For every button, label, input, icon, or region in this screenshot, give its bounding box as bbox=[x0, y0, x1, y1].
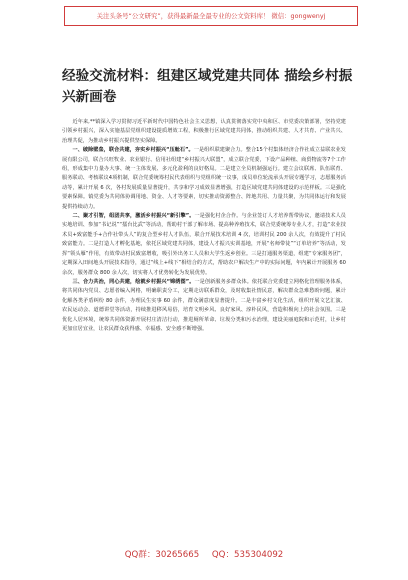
paragraph-section-1 bbox=[62, 146, 346, 212]
contact-footer bbox=[0, 548, 408, 560]
paragraph-text: 近年来,**镇深入学习贯彻习近平新时代中国特色社会主义思想，认真贯彻落实党中央和区、市党委决策部署，坚持党建引领乡村振兴，深入实施基层党组织建设提质增效工程，积极推行区域党建共同体，推动组织共建、人才共育、产业共兴、治理共促，为推动乡村振兴提供坚实保障。 bbox=[62, 119, 346, 144]
qq-contact-number: QQ：535304092 bbox=[211, 550, 284, 560]
paragraph-text: 一是强化村企合作。与企业签订人才培养帮带协议，邀请技术人员实地培训、参加“书记说”“擂台比武”等活动，帮助村干部了解市场、提高种养殖技术，联合党委统筹专业人才，打造“农业技术员+致富能手+合作社带头人”的复合型乡村人才队伍，联合开展技术培训 4 次，培训村民 200 余人次，有效提升了村民致富能力。二是打造人才孵化基地，依托区域党建共同体，建设人才振兴实训基地，开展“名师带徒”“订单培养”等活动，发挥“领头雁”作用，有效带动村民致富增收，吸引外出务工人员和大学生返乡创业。三是打通服务渠道，组建“专家服务团”，定期深入田间地头开展技术指导，通过“线上+线下”相结合的方式，帮助农户解决生产中的实际问题，年内累计开展服务 60 余次，服务群众 800 余人次，切实将人才优势转化为发展优势。 bbox=[62, 213, 346, 276]
paragraph-intro bbox=[62, 118, 346, 146]
paragraph-heading: 二、聚才引智，组团共享，激活乡村振兴“新引擎”。 bbox=[72, 213, 195, 220]
paragraph-text: 一是组织联建聚合力。整合15个村集体经济合作社成立益联农业发展有限公司，联合兴旺牧业、农业银行、信用社组建“乡村振兴大联盟”，成立联合党委，下设产品种植、商贸物流等7个工作组，形成集中力量办大事、统一主体发展、多元化盈利的良好格局。二是建立全员机制强运行。建立会议联席、队伍联育、服务联动、考核联议4项机制，联合党委统筹村民代表组织与党组织统一议事，成员单位轮流承头开展专题学习，志愿服务活动等，累计开展 6 次，各村发展质量显著提升，共享和学习成效显著增强，打造区域党建共同体建设的示范样板。三是强化要素保障。镇党委为共同体协调用地、资金、人才等要素，切实推动资源整合、阵地共用、力量共聚，为共同体运行和发展提供持续动力。 bbox=[62, 147, 346, 210]
qq-group-number: QQ群：30265665 bbox=[124, 550, 200, 560]
paragraph-section-3 bbox=[62, 278, 346, 334]
document-body bbox=[62, 118, 346, 544]
document-title: 经验交流材料：组建区域党建共同体 描绘乡村振兴新画卷 bbox=[62, 68, 353, 105]
paragraph-section-2 bbox=[62, 212, 346, 278]
paragraph-heading: 一、破除壁垒，联合共建，夯实乡村振兴“压舱石”。 bbox=[72, 147, 194, 154]
paragraph-text: 一是创新服务多群众体。依托联合党委建立网格化管理服务体系，将共同体内党员、志愿者编入网格，明确职责分工，定期走访联系群众，及时收集社情民意，解决群众急难愁盼问题，累计化解各类矛盾纠纷 80 余件，办理民生实事 60 余件，群众满意度显著提升。二是丰富乡村文化生活，组织开展文艺汇演、农民运动会、道德讲堂等活动，持续推进移风易俗，培育文明乡风、良好家风、淳朴民风，营造积极向上的社会氛围。三是优化人居环境，统筹共同体资源开展村庄清洁行动，推进厕所革命、垃圾分类和污水治理，建设美丽庭院和示范村，让乡村更加宜居宜业，让农民群众获得感、幸福感、安全感不断增强。 bbox=[62, 278, 346, 332]
promo-banner: 关注头条号“公文研究”，获得最新最全最专业的公文资料库！ 微信：gongwenyj bbox=[64, 6, 358, 26]
paragraph-heading: 三、合力共治，同心共建，绘就乡村振兴“锦绣图”。 bbox=[72, 278, 195, 285]
